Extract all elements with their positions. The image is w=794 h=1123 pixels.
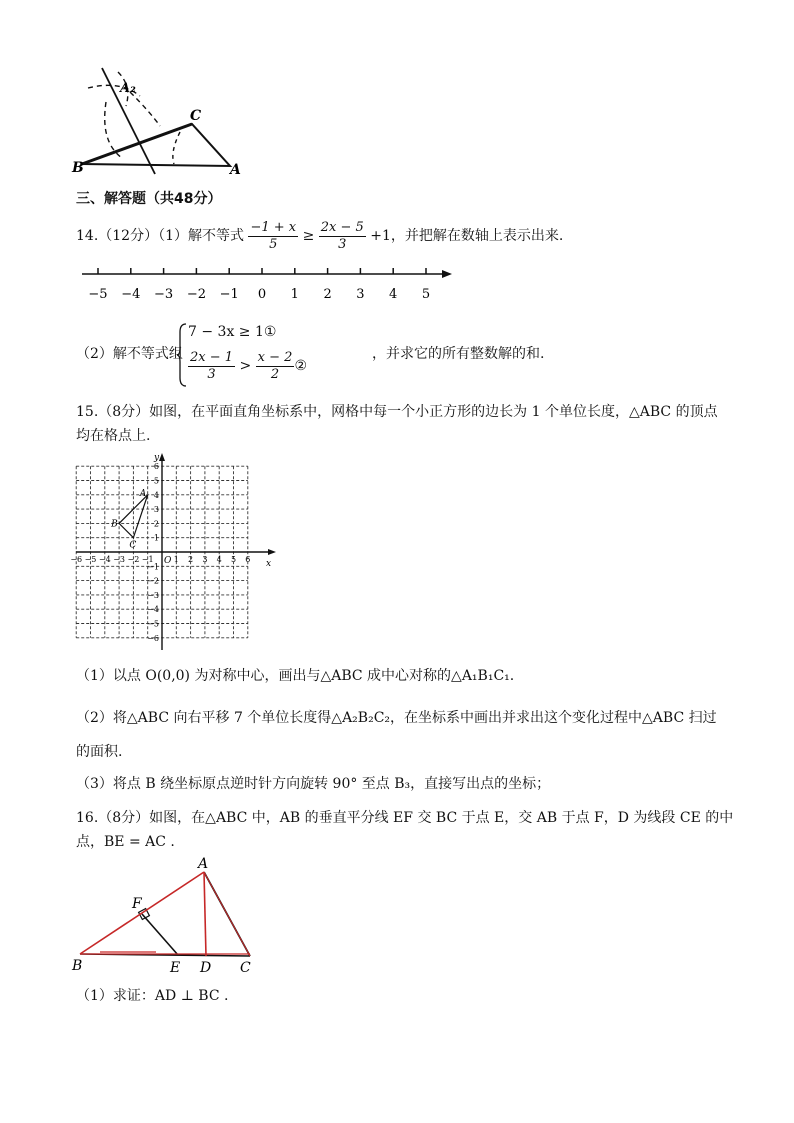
- number-line-tick-label: −5: [88, 287, 108, 302]
- y-tick-label: −6: [147, 633, 159, 643]
- x-tick-label: −2: [127, 555, 140, 564]
- q15-part1: （1）以点 O(0,0) 为对称中心，画出与△ABC 成中心对称的△A₁B₁C₁.: [76, 668, 515, 684]
- x-tick-label: 1: [173, 555, 179, 564]
- y-tick-label: −2: [147, 576, 159, 586]
- x-tick-label: 4: [216, 555, 222, 564]
- brace-icon: [176, 322, 188, 388]
- q14-suffix: ，并把解在数轴上表示出来.: [390, 228, 564, 244]
- q15-origin-label: O: [164, 556, 172, 566]
- q14-ge-sign: ≥: [302, 228, 315, 244]
- q16-label-c: C: [240, 960, 251, 976]
- number-line-tick-label: 2: [323, 287, 332, 302]
- q15-point-b-label: B: [111, 519, 118, 530]
- q16-label-e: E: [170, 960, 181, 976]
- y-tick-label: 1: [153, 533, 159, 543]
- q15-part2-line2: 的面积.: [76, 744, 123, 760]
- x-tick-label: −4: [98, 555, 111, 564]
- x-tick-label: 5: [230, 555, 237, 564]
- q14-part2-suffix: ，并求它的所有整数解的和.: [372, 346, 545, 362]
- y-tick-label: −4: [147, 605, 159, 615]
- x-tick-label: −5: [84, 555, 97, 564]
- q14-part2: [76, 320, 636, 390]
- q13-construction-figure: [70, 62, 250, 180]
- q16-statement-line2: 点，BE = AC .: [76, 834, 175, 850]
- q15-point-c-label: C: [129, 540, 137, 551]
- q16-label-d: D: [200, 960, 212, 976]
- q14-ineq-1: 7 − 3x ≥ 1①: [188, 324, 277, 340]
- q16-label-f: F: [132, 896, 142, 912]
- q15-statement-line2: 均在格点上.: [76, 428, 151, 444]
- number-line-tick-label: 5: [421, 287, 431, 302]
- q15-statement-line1: 15.（8分）如图，在平面直角坐标系中，网格中每一个小正方形的边长为 1 个单位长度，△ABC 的顶点: [76, 404, 718, 420]
- y-tick-label: 6: [153, 462, 159, 472]
- y-tick-label: −5: [147, 619, 159, 629]
- q16-triangle-figure: [70, 852, 270, 976]
- x-tick-label: 2: [188, 555, 194, 564]
- section-3-heading: 三、解答题（共48分）: [76, 191, 222, 207]
- number-line-tick-label: 4: [389, 287, 398, 302]
- y-tick-label: 4: [153, 490, 159, 500]
- q15-part3: （3）将点 B 绕坐标原点逆时针方向旋转 90° 至点 B₃，直接写出点的坐标；: [76, 776, 551, 792]
- q14-part1: [76, 218, 563, 254]
- x-tick-label: −1: [141, 555, 154, 564]
- y-tick-label: −1: [147, 562, 159, 572]
- q14-part2-prefix: （2）解不等式组: [76, 346, 183, 362]
- q16-part1: （1）求证：AD ⊥ BC .: [76, 988, 229, 1004]
- number-line-tick-label: −1: [219, 287, 239, 302]
- q14-fraction-2: $\frac{2x - 5}{3}$: [320, 219, 364, 252]
- q14-ineq-2: $\frac{2x - 1}{3}$ > $\frac{x - 2}{2}$ ②: [190, 349, 307, 382]
- number-line-tick-label: 3: [356, 287, 365, 302]
- q14-fraction-1: $\frac{-1 + x}{5}$: [250, 219, 297, 252]
- x-tick-label: −3: [113, 555, 125, 564]
- q13-label-b: B: [72, 160, 84, 176]
- number-line-tick-label: 0: [257, 287, 267, 302]
- y-tick-label: 5: [153, 476, 159, 486]
- q15-point-a-label: A: [139, 488, 147, 499]
- q16-label-b: B: [72, 958, 83, 974]
- q14-circle-1: ①: [263, 324, 277, 340]
- y-tick-label: 2: [153, 519, 159, 529]
- q13-label-c: C: [190, 108, 202, 124]
- q13-label-a: A: [230, 162, 241, 178]
- number-line-tick-label: −3: [154, 287, 174, 302]
- x-tick-label: 3: [202, 555, 208, 564]
- q13-label-a2: A₂: [120, 81, 136, 96]
- number-line-tick-label: −2: [186, 287, 206, 302]
- q15-part2-line1: （2）将△ABC 向右平移 7 个单位长度得△A₂B₂C₂，在坐标系中画出并求出这个变化过程中△ABC 扫过: [76, 710, 717, 726]
- q14-plus-one: +1: [370, 228, 391, 244]
- q14-circle-2: ②: [294, 358, 307, 374]
- number-line-tick-label: 1: [290, 287, 299, 302]
- q16-label-a: A: [198, 856, 209, 872]
- q15-axis-x-label: x: [266, 559, 272, 569]
- y-tick-label: −3: [147, 590, 159, 600]
- y-tick-label: 3: [153, 505, 159, 515]
- x-tick-label: 6: [245, 555, 251, 564]
- q15-coordinate-grid: [70, 452, 278, 652]
- x-tick-label: −6: [70, 555, 83, 564]
- q16-statement-line1: 16.（8分）如图，在△ABC 中，AB 的垂直平分线 EF 交 BC 于点 E，交 AB 于点 F，D 为线段 CE 的中: [76, 810, 734, 826]
- number-line-tick-label: −4: [121, 287, 141, 302]
- q15-axis-y-label: y: [154, 453, 160, 463]
- q14-number-line: [80, 262, 460, 306]
- q14-prefix: 14.（12分）（1）解不等式: [76, 228, 244, 244]
